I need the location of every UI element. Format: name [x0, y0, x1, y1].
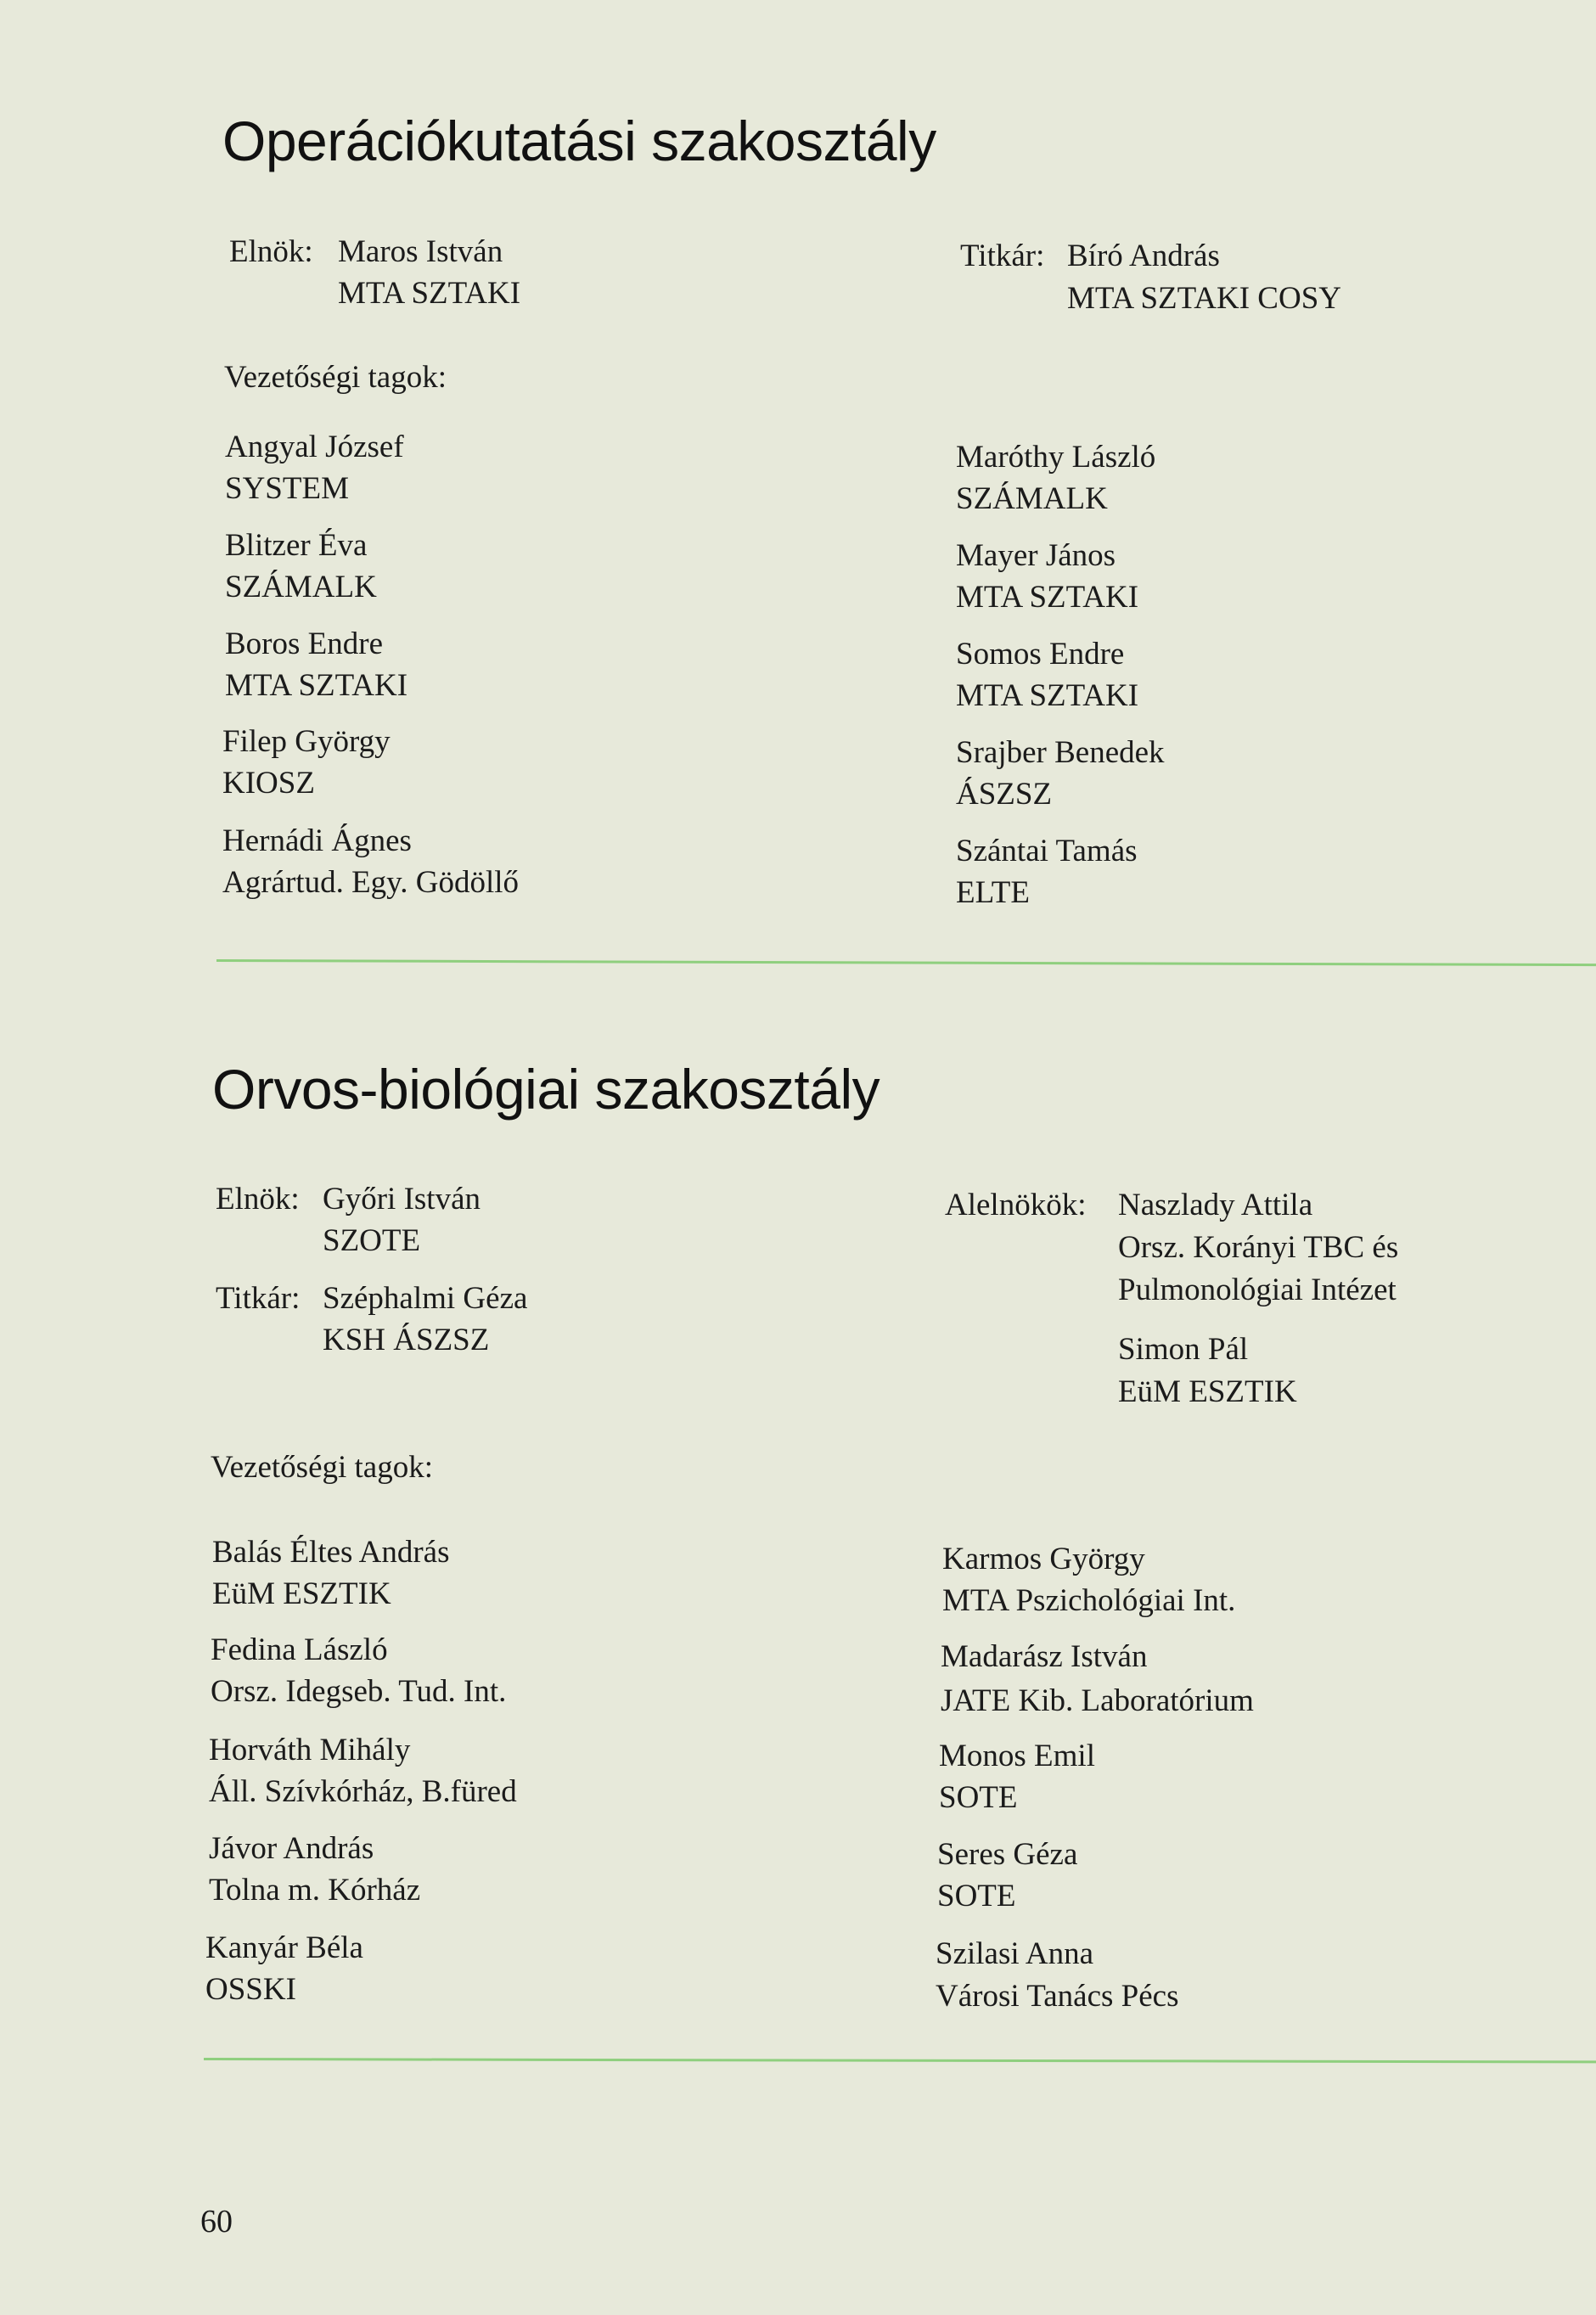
vice-chair-name: Simon Pál	[1118, 1332, 1249, 1367]
member-name: Somos Endre	[956, 637, 1125, 671]
member-org: MTA Pszichológiai Int.	[942, 1583, 1236, 1618]
chair-label: Elnök:	[216, 1182, 300, 1216]
member-name: Fedina László	[211, 1632, 388, 1667]
member-org: JATE Kib. Laboratórium	[941, 1683, 1254, 1718]
member-name: Maróthy László	[956, 440, 1156, 475]
member-org: Tolna m. Kórház	[209, 1873, 421, 1908]
vice-chair-name: Naszlady Attila	[1118, 1188, 1313, 1222]
member-name: Szántai Tamás	[956, 834, 1138, 868]
secretary-name: Bíró András	[1067, 239, 1220, 273]
section-divider	[204, 2058, 1596, 2063]
secretary-org: KSH ÁSZSZ	[323, 1323, 490, 1357]
member-org: ÁSZSZ	[956, 777, 1053, 812]
board-label: Vezetőségi tagok:	[224, 360, 447, 395]
chair-name: Maros István	[338, 234, 503, 269]
secretary-org: MTA SZTAKI COSY	[1067, 281, 1341, 316]
member-org: MTA SZTAKI	[956, 678, 1139, 713]
vice-chair-org: Orsz. Korányi TBC és	[1118, 1230, 1399, 1265]
section-title-operations-research: Operációkutatási szakosztály	[222, 110, 936, 172]
chair-label: Elnök:	[229, 234, 313, 269]
member-org: Városi Tanács Pécs	[936, 1979, 1179, 2014]
member-org: SOTE	[937, 1879, 1016, 1913]
member-org: MTA SZTAKI	[956, 580, 1139, 615]
member-org: OSSKI	[205, 1972, 296, 2007]
member-org: Orsz. Idegseb. Tud. Int.	[211, 1674, 507, 1709]
member-org: EüM ESZTIK	[212, 1576, 391, 1611]
page-number: 60	[200, 2204, 233, 2239]
member-name: Angyal József	[225, 430, 404, 464]
member-name: Balás Éltes András	[212, 1535, 450, 1570]
member-name: Jávor András	[209, 1831, 374, 1866]
member-name: Monos Emil	[939, 1739, 1095, 1773]
member-org: SZÁMALK	[956, 481, 1108, 516]
member-org: Agrártud. Egy. Gödöllő	[222, 865, 520, 900]
member-org: Áll. Szívkórház, B.füred	[209, 1774, 517, 1809]
member-org: SOTE	[939, 1780, 1018, 1815]
chair-org: SZOTE	[323, 1223, 421, 1258]
member-name: Seres Géza	[937, 1837, 1078, 1872]
member-name: Blitzer Éva	[225, 528, 368, 563]
chair-name: Győri István	[323, 1182, 480, 1216]
section-divider	[216, 959, 1596, 966]
secretary-label: Titkár:	[960, 239, 1045, 273]
vice-chair-org: EüM ESZTIK	[1118, 1374, 1297, 1409]
member-name: Szilasi Anna	[936, 1936, 1094, 1971]
member-org: KIOSZ	[222, 766, 315, 801]
vice-chair-org: Pulmonológiai Intézet	[1118, 1273, 1396, 1307]
member-name: Karmos György	[942, 1542, 1145, 1576]
member-org: MTA SZTAKI	[225, 668, 408, 703]
secretary-name: Széphalmi Géza	[323, 1281, 528, 1316]
member-name: Horváth Mihály	[209, 1733, 411, 1767]
member-org: SZÁMALK	[225, 570, 377, 604]
board-label: Vezetőségi tagok:	[211, 1450, 433, 1485]
member-name: Boros Endre	[225, 627, 383, 661]
member-name: Srajber Benedek	[956, 735, 1165, 770]
member-org: SYSTEM	[225, 471, 349, 506]
chair-org: MTA SZTAKI	[338, 276, 521, 311]
vice-chairs-label: Alelnökök:	[945, 1188, 1087, 1222]
member-name: Hernádi Ágnes	[222, 823, 412, 858]
member-name: Filep György	[222, 724, 391, 759]
secretary-label: Titkár:	[216, 1281, 301, 1316]
member-name: Kanyár Béla	[205, 1930, 363, 1965]
member-name: Mayer János	[956, 538, 1116, 573]
member-name: Madarász István	[941, 1639, 1148, 1674]
section-title-medical-biology: Orvos-biológiai szakosztály	[212, 1058, 880, 1121]
member-org: ELTE	[956, 875, 1031, 910]
